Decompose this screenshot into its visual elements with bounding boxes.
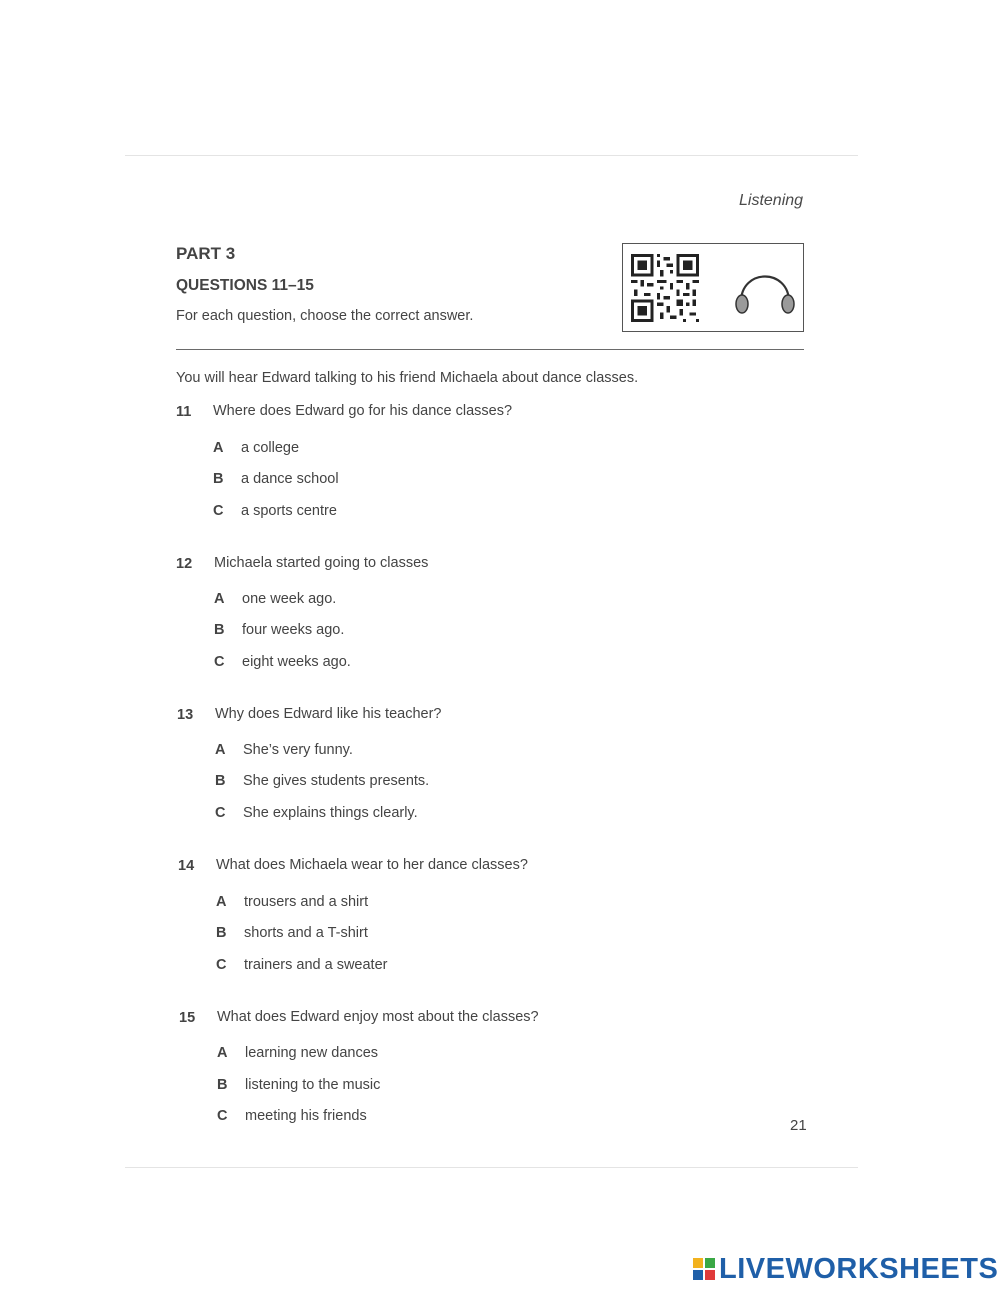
- answer-option[interactable]: She’s very funny.: [243, 742, 353, 758]
- option-letter: A: [213, 440, 224, 456]
- listening-intro: You will hear Edward talking to his friend Michaela about dance classes.: [176, 370, 639, 386]
- questions-range-title: QUESTIONS 11–15: [176, 277, 314, 294]
- option-letter: B: [217, 1077, 228, 1093]
- bottom-page-rule: [125, 1167, 858, 1168]
- answer-option[interactable]: a college: [241, 440, 300, 456]
- option-letter: C: [216, 957, 227, 973]
- question-text: What does Michaela wear to her dance classes?: [216, 857, 528, 873]
- answer-option[interactable]: She explains things clearly.: [243, 805, 418, 821]
- answer-option[interactable]: trousers and a shirt: [244, 894, 369, 910]
- option-letter: A: [214, 591, 225, 607]
- qr-code-icon[interactable]: [631, 254, 699, 322]
- option-letter: A: [215, 742, 226, 758]
- instruction-text: For each question, choose the correct answer.: [176, 308, 474, 324]
- answer-option[interactable]: learning new dances: [245, 1045, 379, 1061]
- option-letter: B: [216, 925, 227, 941]
- option-letter: A: [216, 894, 227, 910]
- question-number: 15: [179, 1010, 196, 1026]
- top-page-rule: [125, 155, 858, 156]
- answer-option[interactable]: listening to the music: [245, 1077, 381, 1093]
- option-letter: A: [217, 1045, 228, 1061]
- question-text: Why does Edward like his teacher?: [215, 706, 442, 722]
- page-number: 21: [790, 1117, 807, 1134]
- option-letter: C: [213, 503, 224, 519]
- audio-media-box: [622, 243, 804, 332]
- answer-option[interactable]: shorts and a T-shirt: [244, 925, 368, 941]
- option-letter: C: [214, 654, 225, 670]
- answer-option[interactable]: one week ago.: [242, 591, 337, 607]
- option-letter: B: [214, 622, 225, 638]
- question-number: 14: [178, 858, 195, 874]
- liveworksheets-brand[interactable]: [693, 1254, 998, 1284]
- section-label: Listening: [739, 192, 804, 209]
- answer-option[interactable]: a sports centre: [241, 503, 337, 519]
- answer-option[interactable]: a dance school: [241, 471, 339, 487]
- section-divider: [176, 349, 804, 350]
- question-number: 11: [176, 404, 192, 420]
- answer-option[interactable]: She gives students presents.: [243, 773, 430, 789]
- brand-name: LIVEWORKSHEETS: [719, 1253, 999, 1285]
- answer-option[interactable]: meeting his friends: [245, 1108, 367, 1124]
- answer-option[interactable]: four weeks ago.: [242, 622, 345, 638]
- option-letter: B: [215, 773, 226, 789]
- option-letter: B: [213, 471, 224, 487]
- option-letter: C: [217, 1108, 228, 1124]
- answer-option[interactable]: trainers and a sweater: [244, 957, 388, 973]
- answer-option[interactable]: eight weeks ago.: [242, 654, 351, 670]
- option-letter: C: [215, 805, 226, 821]
- question-text: Where does Edward go for his dance classes?: [213, 403, 513, 419]
- question-text: What does Edward enjoy most about the classes?: [217, 1009, 539, 1025]
- question-text: Michaela started going to classes: [214, 555, 429, 571]
- part-title: PART 3: [176, 244, 236, 263]
- question-number: 12: [176, 556, 193, 572]
- liveworksheets-logo-icon: [693, 1258, 715, 1280]
- headphones-icon: [733, 260, 797, 318]
- question-number: 13: [177, 707, 194, 723]
